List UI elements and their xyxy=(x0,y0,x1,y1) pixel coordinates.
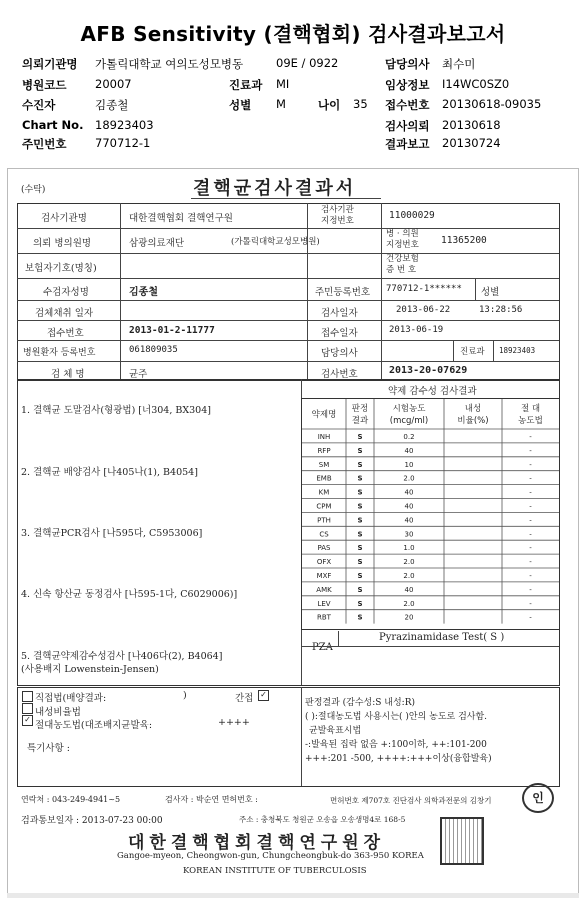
sex-cell-label: 성별 xyxy=(481,287,500,298)
chart-value: 18923403 xyxy=(95,118,154,132)
receipt-date-label: 접수일자 xyxy=(321,328,358,339)
report-heading: 결핵균검사결과서 xyxy=(193,178,357,199)
sens-table xyxy=(301,398,560,630)
sens-cell: - xyxy=(529,544,532,553)
receipt-value: 20130618-09035 xyxy=(442,97,542,111)
sens-cell: 30 xyxy=(404,530,414,539)
ref-hosp-sub: (가톨릭대학교성모병원) xyxy=(231,237,320,247)
receipt-label: 접수번호 xyxy=(385,98,430,112)
sens-cell: S xyxy=(357,488,363,497)
sens-cell: - xyxy=(529,474,532,483)
chart-label: Chart No. xyxy=(22,118,84,132)
sens-cell: RBT xyxy=(317,613,331,622)
sens-cell: EMB xyxy=(316,474,332,483)
hosp-no-value: 11365200 xyxy=(441,235,487,246)
sens-cell: CS xyxy=(319,530,329,539)
info-row-line xyxy=(17,340,559,341)
sens-header: 절 대 xyxy=(520,404,541,414)
org-english-name: KOREAN INSTITUTE OF TUBERCULOSIS xyxy=(183,866,367,876)
sens-cell: 40 xyxy=(404,516,414,525)
hospital-code-label: 병원코드 xyxy=(22,78,67,92)
patient-no-value: 061809035 xyxy=(129,345,178,355)
patient-name-label: 수검자성명 xyxy=(43,287,89,298)
test-item: 5. 결핵균약제감수성검사 [나406다(2), B4064] xyxy=(21,651,223,662)
lab-no-label: 검사기관 지정번호 xyxy=(321,205,354,226)
copy-tag: (수탁) xyxy=(21,185,46,195)
sens-cell: S xyxy=(357,460,363,469)
phone-text: 연락처 : 043-249-4941~5 xyxy=(21,795,121,804)
sens-grid xyxy=(302,399,559,629)
absolute-method-value: ++++ xyxy=(218,717,250,728)
sens-cell: S xyxy=(357,585,363,594)
ref-hosp-label: 의뢰 병의원명 xyxy=(33,238,92,249)
sens-header: 내성 xyxy=(464,404,482,414)
info-col-line xyxy=(493,340,494,361)
sens-cell: - xyxy=(529,530,532,539)
sens-cell: - xyxy=(529,446,532,455)
info-row-line xyxy=(17,228,559,229)
pza-divider xyxy=(338,631,339,647)
direct-method-label: 직접법(배양결과: xyxy=(35,693,107,704)
sens-cell: S xyxy=(357,530,363,539)
sens-cell: LEV xyxy=(317,599,331,608)
report-date-label: 결과보고 xyxy=(385,137,430,151)
specimen-value: 균주 xyxy=(129,369,148,380)
test-item: (사용배지 Lowenstein-Jensen) xyxy=(21,664,159,675)
report-date-footer: 검과통보일자 : 2013-07-23 00:00 xyxy=(21,816,163,826)
test-item: 3. 결핵균PCR검사 [나595다, C5953006] xyxy=(21,528,203,539)
info-row-line xyxy=(17,278,559,279)
sens-cell: - xyxy=(529,558,532,567)
info-col-line xyxy=(381,203,382,380)
sens-cell: 2.0 xyxy=(403,572,415,581)
sens-cell: RFP xyxy=(317,446,331,455)
pza-value: Pyrazinamidase Test( S ) xyxy=(379,632,505,643)
director-seal-icon xyxy=(440,817,484,865)
sens-cell: - xyxy=(529,433,532,442)
license-text: 면허번호 제707호 진단검사 의학과전문의 김창기 xyxy=(330,796,492,805)
sens-cell: S xyxy=(357,433,363,442)
sex-label: 성별 xyxy=(229,98,252,112)
sens-header: 판정 xyxy=(351,404,369,414)
absolute-method-label: 절대농도법(대조배지균발육: xyxy=(35,720,153,731)
sens-cell: - xyxy=(529,599,532,608)
sens-cell: 20 xyxy=(404,613,414,622)
info-row-line xyxy=(17,361,559,362)
sens-header: 농도법 xyxy=(518,416,543,426)
report-date-value: 20130724 xyxy=(442,136,501,150)
sens-header: 비율(%) xyxy=(457,416,489,426)
test-date-label: 검사일자 xyxy=(321,308,358,319)
patient-no-label: 병원환자 등록번호 xyxy=(23,348,96,358)
lab-name-label: 검사기관명 xyxy=(41,213,87,224)
sens-header: 시험농도 xyxy=(392,404,426,414)
patient-name-value: 김종철 xyxy=(129,287,158,298)
absolute-method-checkbox[interactable]: ✓ xyxy=(22,715,33,726)
reg-value: 770712-1****** xyxy=(386,284,462,294)
hospital-code-value: 20007 xyxy=(95,77,132,91)
direct-method-close: ) xyxy=(183,690,187,701)
sens-cell: CPM xyxy=(316,502,332,511)
institution-label: 의뢰기관명 xyxy=(22,57,78,71)
reg-label: 주민등록번호 xyxy=(315,287,371,298)
hosp-no-label: 병 · 의원 지정번호 xyxy=(386,229,419,250)
sens-cell: 40 xyxy=(404,502,414,511)
test-date-value: 2013-06-22 xyxy=(396,305,451,315)
heading-underline xyxy=(191,198,381,199)
institution-value: 가톨릭대학교 여의도성모병동 xyxy=(95,57,244,71)
request-date-value: 20130618 xyxy=(442,118,501,132)
sens-cell: 0.2 xyxy=(403,433,415,442)
sens-cell: MXF xyxy=(316,572,332,581)
sens-header: 결과 xyxy=(351,416,369,426)
doctor-value: 최수미 xyxy=(442,57,476,71)
indirect-method-label: 간접 xyxy=(235,693,254,704)
sens-cell: - xyxy=(529,502,532,511)
sens-header: 약제명 xyxy=(311,410,337,420)
test-no-label: 검사번호 xyxy=(321,369,358,380)
remarks-label: 특기사항 : xyxy=(27,743,70,754)
pza-label: PZA xyxy=(312,642,333,653)
sens-cell: - xyxy=(529,613,532,622)
sens-cell: OFX xyxy=(316,558,332,567)
sens-cell: - xyxy=(529,460,532,469)
age-label: 나이 xyxy=(318,98,341,112)
info-col-line xyxy=(475,278,476,300)
sens-cell: S xyxy=(357,599,363,608)
doctor-cell-label: 담당의사 xyxy=(321,348,358,359)
patient-value: 김종철 xyxy=(95,98,129,112)
sens-cell: PTH xyxy=(317,516,331,525)
legend-line: ( ):절대농도법 사용시는( )안의 농도로 검사함. xyxy=(305,712,488,722)
sens-cell: 2.0 xyxy=(403,474,415,483)
dept-label: 진료과 xyxy=(229,78,263,92)
test-item: 4. 신속 항산균 동정검사 [나595-1다, C6029006)] xyxy=(21,589,238,600)
test-time-value: 13:28:56 xyxy=(479,305,523,315)
sens-cell: S xyxy=(357,502,363,511)
sens-cell: 40 xyxy=(404,488,414,497)
sens-cell: - xyxy=(529,488,532,497)
health-label: 건강보험 증 번 호 xyxy=(386,254,419,275)
receipt-no-label: 접수번호 xyxy=(47,328,84,339)
sens-cell: SM xyxy=(318,460,330,469)
sens-cell: 40 xyxy=(404,585,414,594)
sens-cell: INH xyxy=(317,433,331,442)
info-col-line xyxy=(453,340,454,361)
dept-cell-label: 진료과 xyxy=(460,347,485,357)
info-row-line xyxy=(17,300,559,301)
sens-cell: - xyxy=(529,516,532,525)
sens-cell: - xyxy=(529,585,532,594)
dept-cell-value: 18923403 xyxy=(499,346,536,355)
sens-cell: KM xyxy=(318,488,330,497)
ratio-method-label: 내성비율법 xyxy=(35,707,81,718)
method-divider xyxy=(301,687,302,786)
receipt-no-value: 2013-01-2-11777 xyxy=(129,325,215,336)
sens-cell: S xyxy=(357,474,363,483)
legend-line: 균발육표시법 xyxy=(309,726,362,736)
sens-cell: 2.0 xyxy=(403,599,415,608)
specimen-label: 검 체 명 xyxy=(51,369,85,380)
request-date-label: 검사의뢰 xyxy=(385,119,430,133)
ssn-label: 주민번호 xyxy=(22,137,67,151)
sens-header: (mcg/ml) xyxy=(389,416,429,426)
receipt-date-value: 2013-06-19 xyxy=(389,325,444,335)
patient-label: 수진자 xyxy=(22,98,56,112)
sens-cell: - xyxy=(529,572,532,581)
legend-line: +++:201 -500, ++++:+++이상(융합발육) xyxy=(305,754,492,764)
doctor-label: 담당의사 xyxy=(385,57,430,71)
clinical-label: 임상정보 xyxy=(385,78,430,92)
report-title: AFB Sensitivity (결핵협회) 검사결과보고서 xyxy=(80,22,506,46)
test-no-value: 2013-20-07629 xyxy=(389,365,468,376)
sens-cell: S xyxy=(357,613,363,622)
sens-cell: AMK xyxy=(316,585,332,594)
info-col-line xyxy=(120,203,121,380)
sens-cell: 1.0 xyxy=(403,544,415,553)
sens-title: 약제 감수성 검사결과 xyxy=(388,386,477,397)
info-row-line xyxy=(17,320,559,321)
legend-line: 판정결과 (감수성:S 내성:R) xyxy=(305,698,415,708)
sens-cell: S xyxy=(357,544,363,553)
direct-method-checkbox[interactable] xyxy=(22,691,33,702)
sens-cell: PAS xyxy=(317,544,331,553)
scanned-report xyxy=(13,172,571,890)
pza-line xyxy=(301,646,559,647)
sens-cell: S xyxy=(357,516,363,525)
address-text: 주소 : 충청북도 청원군 오송읍 오송생명4로 168-5 xyxy=(239,815,406,824)
org-english-address: Gangoe-myeon, Cheongwon-gun, Chungcheongbuk-do 363-950 KOREA xyxy=(117,851,424,861)
sens-cell: 40 xyxy=(404,446,414,455)
sens-cell: 2.0 xyxy=(403,558,415,567)
sens-cell: S xyxy=(357,558,363,567)
info-row-line xyxy=(17,253,559,254)
info-col-line xyxy=(307,203,308,380)
test-item: 2. 결핵균 배양검사 [나405나(1), B4054] xyxy=(21,467,198,478)
collect-label: 검체채취 일자 xyxy=(35,308,94,319)
ratio-method-checkbox[interactable] xyxy=(22,703,33,714)
official-seal-icon: 인 xyxy=(522,783,554,813)
clinical-value: I14WC0SZ0 xyxy=(442,77,510,91)
sens-cell: S xyxy=(357,572,363,581)
ward-code: 09E / 0922 xyxy=(276,56,339,70)
org-korean-name: 대한결핵협회결핵연구원장 xyxy=(128,833,386,853)
lab-name-value: 대한결핵협회 결핵연구원 xyxy=(129,213,233,224)
legend-line: -:발육된 집락 없음 +:100이하, ++:101-200 xyxy=(305,740,487,750)
sens-cell: 10 xyxy=(404,460,414,469)
sens-cell: S xyxy=(357,446,363,455)
frame-shadow xyxy=(7,893,579,898)
ssn-value: 770712-1 xyxy=(95,136,151,150)
ref-hosp-value: 삼광의료재단 xyxy=(129,238,185,249)
indirect-method-checkbox[interactable]: ✓ xyxy=(258,690,269,701)
lab-no-value: 11000029 xyxy=(389,210,435,221)
age-value: 35 xyxy=(353,97,368,111)
insurer-label: 보험자기호(명칭) xyxy=(25,263,97,274)
sex-value: M xyxy=(276,97,286,111)
examiner-text: 검사자 : 박순연 면허번호 : xyxy=(165,795,258,804)
dept-value: MI xyxy=(276,77,290,91)
test-item: 1. 결핵균 도말검사(형광법) [너304, BX304] xyxy=(21,405,211,416)
